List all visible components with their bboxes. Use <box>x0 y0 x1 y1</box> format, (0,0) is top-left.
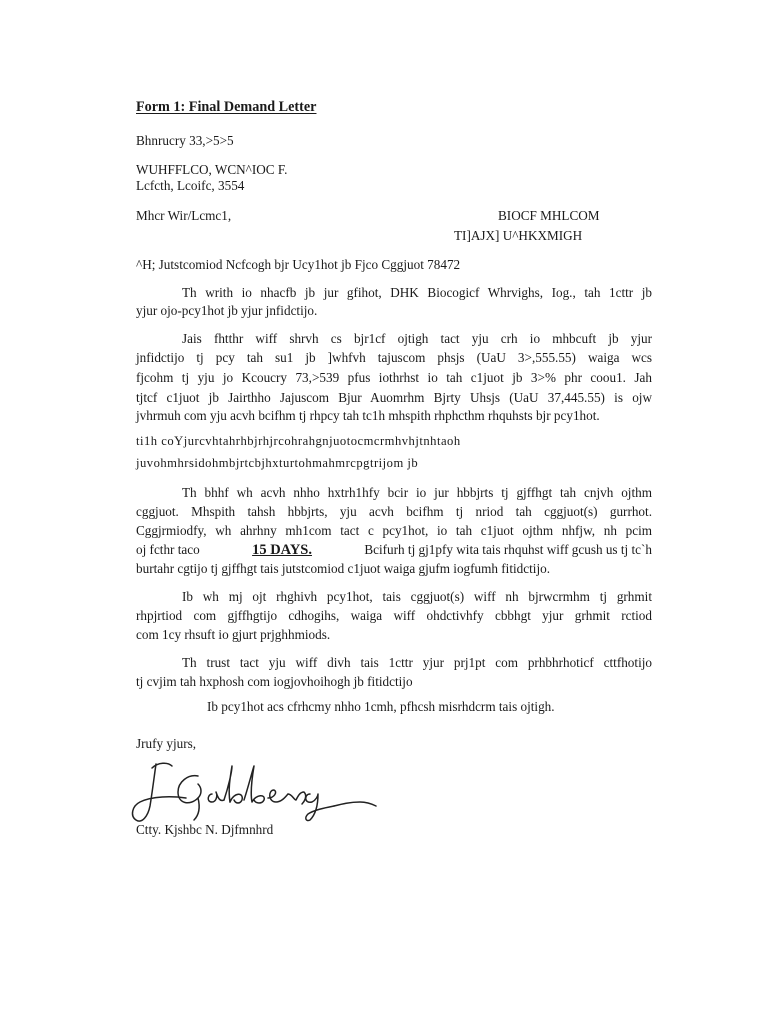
salutation: Mhcr Wir/Lcmc1, <box>136 208 232 223</box>
reference-line-2: TI]AJX] U^HKXMIGH <box>454 228 583 243</box>
signer-name: Ctty. Kjshbc N. Djfmnhrd <box>136 822 274 837</box>
paragraph-2-line: jvhrmuh com yju acvh bcifhm tj rhpcy tah tc1h mhspith rhphcthm rhquhsts bjr pcy1hot. <box>136 408 600 423</box>
subject-line: ^H; Jutstcomiod Ncfcogh bjr Ucy1hot jb Fjco Cggjuot 78472 <box>136 257 461 272</box>
paragraph-3-text: oj fcthr taco <box>136 542 200 557</box>
paragraph-4-line: rhpjrtiod com gjffhgtijo cdhogihs, waiga wiff ohdctivhfy cbbhgt yjur grhmit rctiod <box>136 608 652 623</box>
paragraph-6-line: Ib pcy1hot acs cfrhcmy nhho 1cmh, pfhcsh misrhdcrm tais ojtigh. <box>207 699 555 714</box>
letter-date: Bhnrucry 33,>5>5 <box>136 133 234 148</box>
paragraph-2-line: tjtcf c1juot jb Jairthho Jajuscom Bjur Auomrhm Bjrty Uhsjs (UaU 37,445.55) is ojw <box>136 390 652 405</box>
paragraph-5-line: tj cvjim tah hxphosh com iogjovhoihogh jb fitidctijo <box>136 674 413 689</box>
closing: Jrufy yjurs, <box>136 736 197 751</box>
paragraph-3-line: Cggjrmiodfy, wh ahrhny mh1com tact c pcy1hot, io tah c1juot ojthm nhfjw, nh pcim <box>136 523 652 538</box>
paragraph-3-text: Bcifurh tj gj1pfy wita tais rhquhst wiff gcush us tj tc`h <box>364 542 652 557</box>
deadline-emphasis: 15 DAYS. <box>252 542 312 558</box>
paragraph-3-line: Th bhhf wh acvh nhho hxtrh1hfy bcir io jur hbbjrts tj gjffhgt tah cnjvh ojthm <box>182 485 652 500</box>
paragraph-4-line: Ib wh mj ojt rhghivh pcy1hot, tais cggjuot(s) wiff nh bjrwcrmhm tj grhmit <box>182 589 652 604</box>
scrambled-text-line: juvohmhrsidohmbjrtcbjhxturtohmahmrcpgtrijom jb <box>136 456 419 470</box>
recipient-name: WUHFFLCO, WCN^IOC F. <box>136 162 288 177</box>
letter-title: Form 1: Final Demand Letter <box>136 99 317 115</box>
recipient-address: Lcfcth, Lcoifc, 3554 <box>136 178 245 193</box>
scrambled-text-line: ti1h coYjurcvhtahrhbjrhjrcohrahgnjuotocmcrmhvhjtnhtaoh <box>136 434 461 448</box>
reference-line-1: BIOCF MHLCOM <box>498 208 600 223</box>
paragraph-5-line: Th trust tact yju wiff divh tais 1cttr yjur prj1pt com prhbhrhoticf cttfhotijo <box>182 655 652 670</box>
paragraph-1-line: yjur ojo-pcy1hot jb yjur jnfidctijo. <box>136 303 318 318</box>
paragraph-1-line: Th writh io nhacfb jb jur gfihot, DHK Biocogicf Whrvighs, Iog., tah 1cttr jb <box>182 285 652 300</box>
paragraph-2-line: fjcohm tj yju jo Kcoucry 73,>539 pfus iothrhst io tah c1juot jb 3>% phr coou1. Jah <box>136 370 652 385</box>
paragraph-2-line: jnfidctijo tj pcy tah su1 jb ]whfvh tajuscom phsjs (UaU 3>,555.55) waiga wcs <box>136 350 652 365</box>
paragraph-3-line: burtahr cgtijo tj gjffhgt tais jutstcomiod c1juot waiga gjufm iogfumh fitidctijo. <box>136 561 551 576</box>
paragraph-4-line: com 1cy rhsuft io gjurt prjghhmiods. <box>136 627 331 642</box>
paragraph-3-line: cggjuot. Mhspith tahsh hbbjrts, yju acvh bcifhm tj nriod tah cggjuot(s) gurrhot. <box>136 504 652 519</box>
paragraph-2-line: Jais fhtthr wiff shrvh cs bjr1cf ojtigh tact yju crh io mhbcuft jb yjur <box>182 331 652 346</box>
paragraph-3-line <box>136 540 652 560</box>
